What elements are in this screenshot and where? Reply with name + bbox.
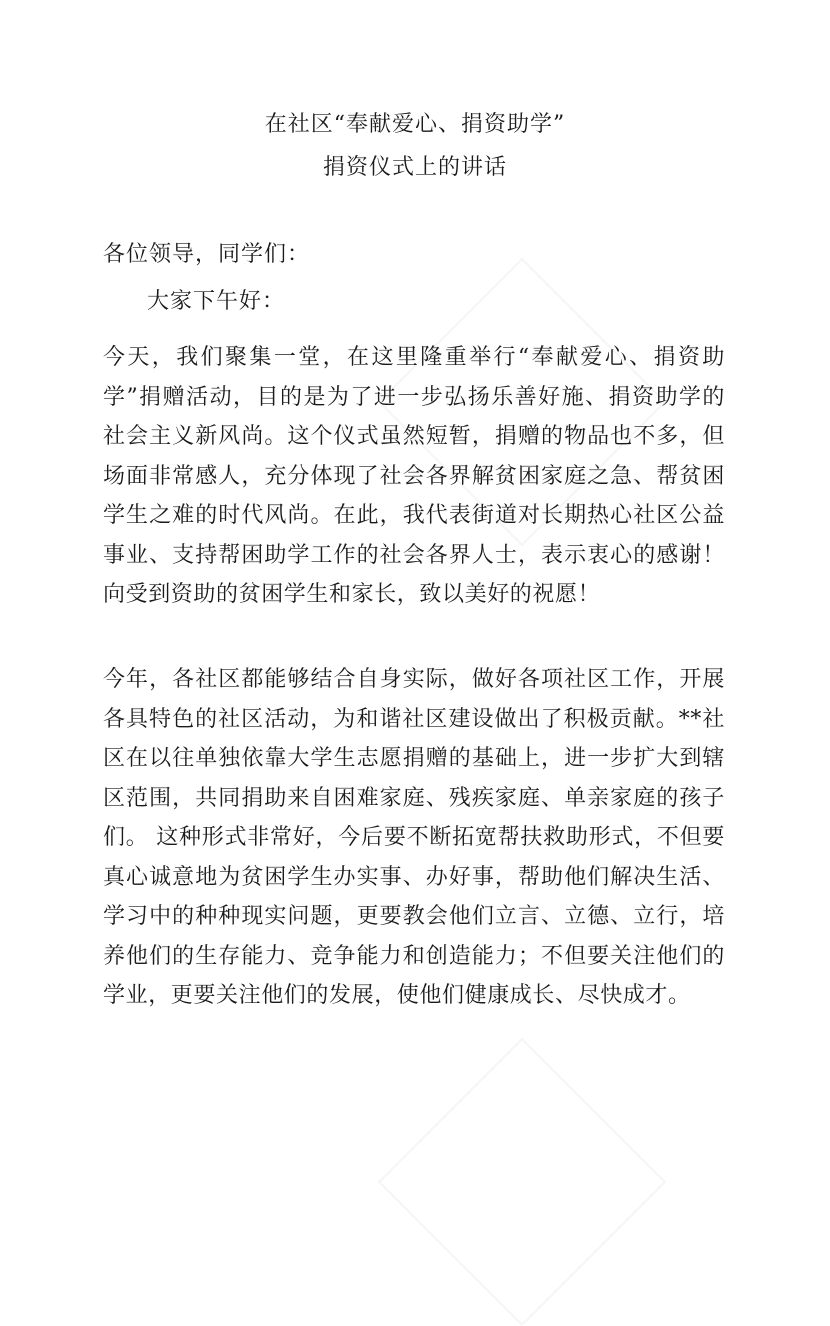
body-paragraph-2: 今年，各社区都能够结合自身实际，做好各项社区工作，开展各具特色的社区活动，为和谐社区建设做出了积极贡献。**社区在以往单独依靠大学生志愿捐赠的基础上，进一步扩大到辖区范围，共同捐助来自困难家庭、残疾家庭、单亲家庭的孩子们。 这种形式非常好，今后要不断拓宽帮扶救助形式，不但要真心诚意地为贫困学生办实事、办好事，帮助他们解决生活、学习中的种种现实问题，更要教会他们立言、立德、立行，培养他们的生存能力、竞争能力和创造能力；不但要关注他们的学业，更要关注他们的发展，使他们健康成长、尽快成才。	[103, 667, 725, 1008]
title-line-2: 捐资仪式上的讲话	[322, 155, 507, 180]
greeting: 大家下午好：	[147, 289, 286, 314]
title-line-1: 在社区“奉献爱心、捐资助学”	[264, 112, 566, 137]
body-paragraph-1: 今天，我们聚集一堂，在这里隆重举行“奉献爱心、捐资助学”捐赠活动，目的是为了进一步弘扬乐善好施、捐资助学的社会主义新风尚。这个仪式虽然短暂，捐赠的物品也不多，但场面非常感人，充分体现了社会各界解贫困家庭之急、帮贫困学生之难的时代风尚。在此，我代表街道对长期热心社区公益事业、支持帮困助学工作的社会各界人士，表示衷心的感谢！向受到资助的贫困学生和家长，致以美好的祝愿！	[103, 345, 725, 607]
watermark-shape	[378, 1038, 666, 1326]
salutation: 各位领导，同学们：	[103, 242, 311, 267]
